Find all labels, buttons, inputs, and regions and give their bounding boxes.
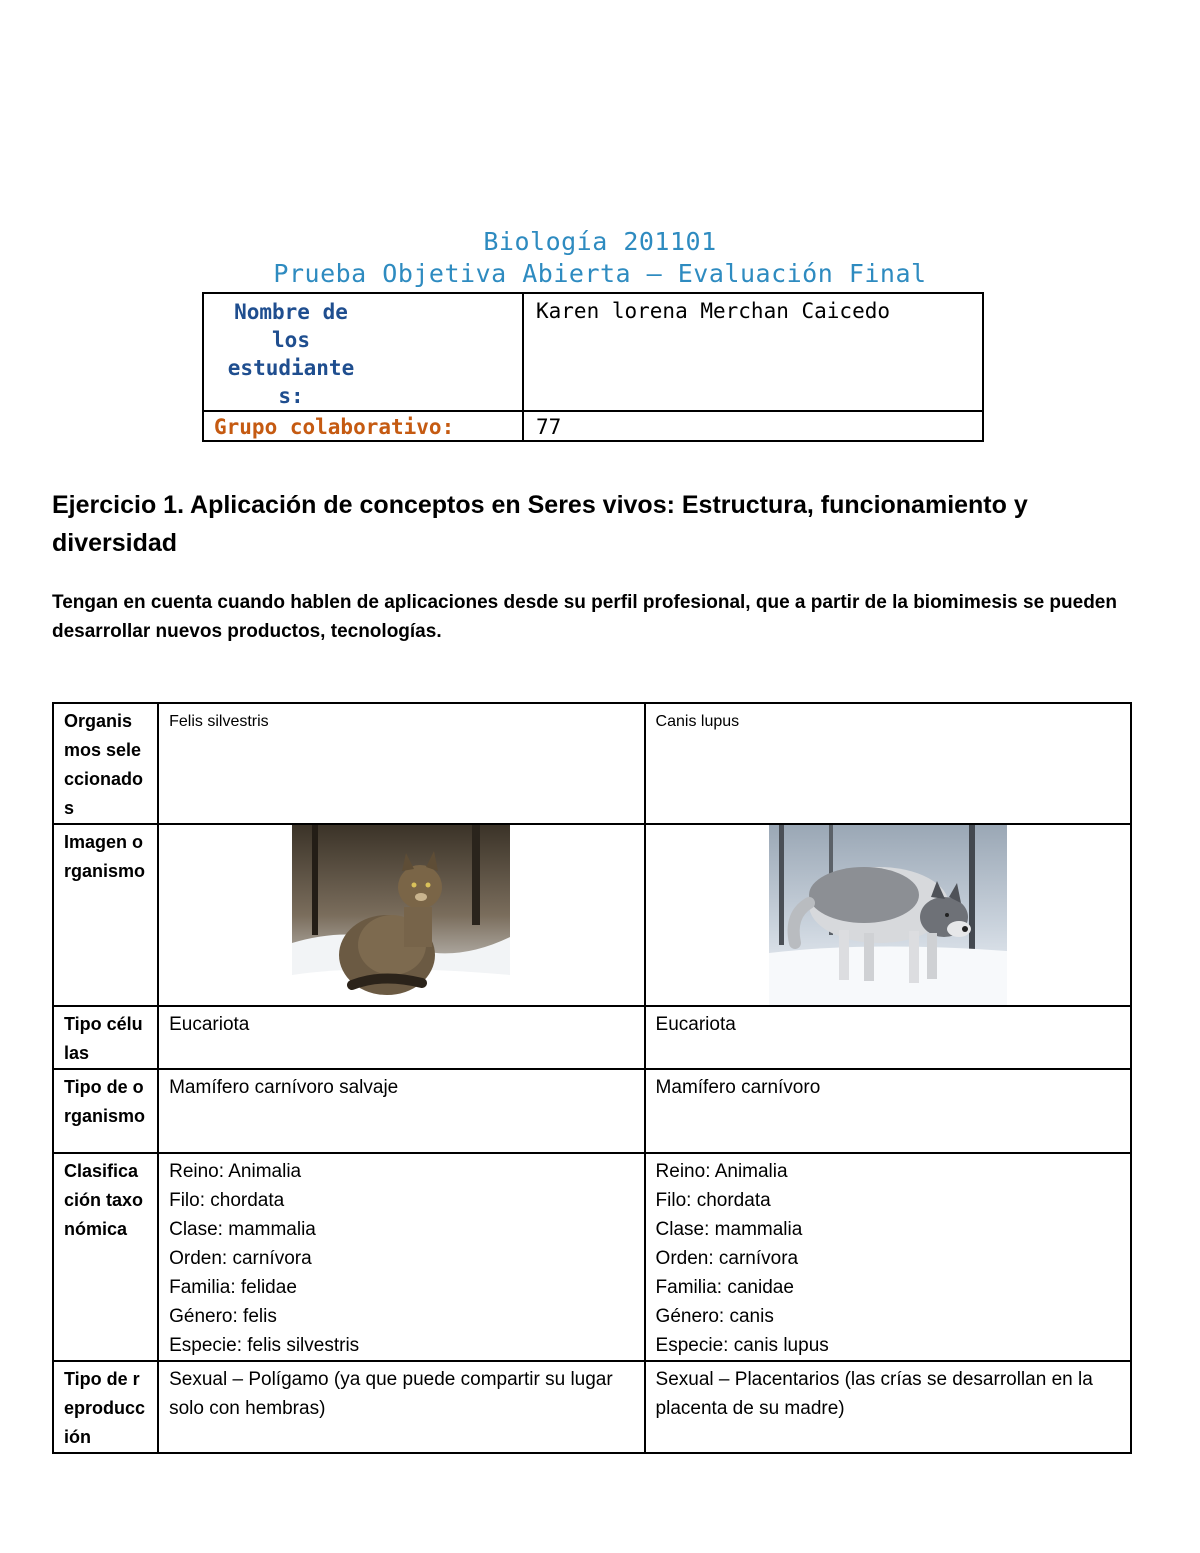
cell-type-row (53, 1006, 1131, 1069)
organism-b-reproduction: Sexual – Placentarios (las crías se desarrollan en la placenta de su madre) (655, 1369, 1093, 1419)
row-label-image: Imagen organismo (53, 824, 158, 1006)
organism-a-cell-type: Eucariota (169, 1014, 250, 1035)
organism-a-cell-type-cell (158, 1006, 644, 1069)
taxonomy-line: Reino: Animalia (169, 1161, 302, 1182)
row-label-taxonomy: Clasificación taxonómica (53, 1153, 158, 1361)
taxonomy-line: Especie: felis silvestris (169, 1335, 360, 1356)
student-names-row (203, 293, 983, 411)
organism-a-taxonomy (169, 1157, 633, 1360)
student-names-value-cell (523, 293, 983, 411)
organism-type-row (53, 1069, 1131, 1153)
row-label-organism-type: Tipo de organismo (53, 1069, 158, 1153)
exercise-heading: Ejercicio 1. Aplicación de conceptos en Seres vivos: Estructura, funcionamiento y diversidad (52, 491, 1028, 557)
student-names-value: Karen lorena Merchan Caicedo (536, 299, 891, 323)
row-label-organisms: Organismos seleccionados (53, 703, 158, 824)
taxonomy-line: Orden: carnívora (169, 1248, 312, 1269)
organism-b-reproduction-cell (645, 1361, 1131, 1453)
taxonomy-line: Clase: mammalia (169, 1219, 316, 1240)
organism-a-taxonomy-cell (158, 1153, 644, 1361)
taxonomy-row (53, 1153, 1131, 1361)
group-label: Grupo colaborativo: (214, 415, 455, 439)
wildcat-photo (292, 825, 510, 1005)
taxonomy-line: Familia: felidae (169, 1277, 297, 1298)
taxonomy-line: Género: felis (169, 1306, 277, 1327)
exercise-instructions: Tengan en cuenta cuando hablen de aplicaciones desde su perfil profesional, que a partir de la biomimesis se pueden desarrollar nuevos productos, tecnologías. (52, 592, 1117, 642)
organism-b-name: Canis lupus (655, 713, 740, 730)
taxonomy-line: Orden: carnívora (655, 1248, 799, 1269)
organism-comparison-table (52, 702, 1132, 1454)
organism-b-type: Mamífero carnívoro (655, 1077, 821, 1098)
group-value: 77 (536, 415, 562, 439)
taxonomy-line: Especie: canis lupus (655, 1335, 829, 1356)
row-label-reproduction: Tipo de reproducción (53, 1361, 158, 1453)
exam-title: Prueba Objetiva Abierta – Evaluación Final (273, 259, 927, 288)
organism-a-name-cell (158, 703, 644, 824)
organism-a-image-cell (158, 824, 644, 1006)
organisms-row (53, 703, 1131, 824)
group-value-cell (523, 411, 983, 441)
organism-a-type-cell (158, 1069, 644, 1153)
taxonomy-line: Filo: chordata (169, 1190, 285, 1211)
organism-b-taxonomy (656, 1157, 1120, 1360)
organism-b-type-cell (645, 1069, 1131, 1153)
organism-a-name: Felis silvestris (169, 713, 269, 730)
image-row (53, 824, 1131, 1006)
wolf-photo (769, 825, 1007, 1005)
organism-a-reproduction: Sexual – Polígamo (ya que puede compartir su lugar solo con hembras) (169, 1369, 613, 1419)
page-header (0, 226, 1200, 290)
organism-a-reproduction-cell (158, 1361, 644, 1453)
organism-b-taxonomy-cell (645, 1153, 1131, 1361)
taxonomy-line: Reino: Animalia (655, 1161, 788, 1182)
course-title: Biología 201101 (483, 227, 717, 256)
taxonomy-line: Filo: chordata (655, 1190, 771, 1211)
organism-b-name-cell (645, 703, 1131, 824)
student-names-label: Nombre de los estudiante s: (227, 300, 355, 408)
student-names-label-cell (203, 293, 523, 411)
organism-b-image-cell (645, 824, 1131, 1006)
taxonomy-line: Familia: canidae (655, 1277, 794, 1298)
student-info-table (202, 292, 984, 442)
taxonomy-line: Género: canis (655, 1306, 774, 1327)
group-row (203, 411, 983, 441)
reproduction-row (53, 1361, 1131, 1453)
organism-a-type: Mamífero carnívoro salvaje (169, 1077, 399, 1098)
row-label-cell-type: Tipo células (53, 1006, 158, 1069)
organism-b-cell-type-cell (645, 1006, 1131, 1069)
taxonomy-line: Clase: mammalia (655, 1219, 803, 1240)
organism-b-cell-type: Eucariota (655, 1014, 736, 1035)
group-label-cell (203, 411, 523, 441)
